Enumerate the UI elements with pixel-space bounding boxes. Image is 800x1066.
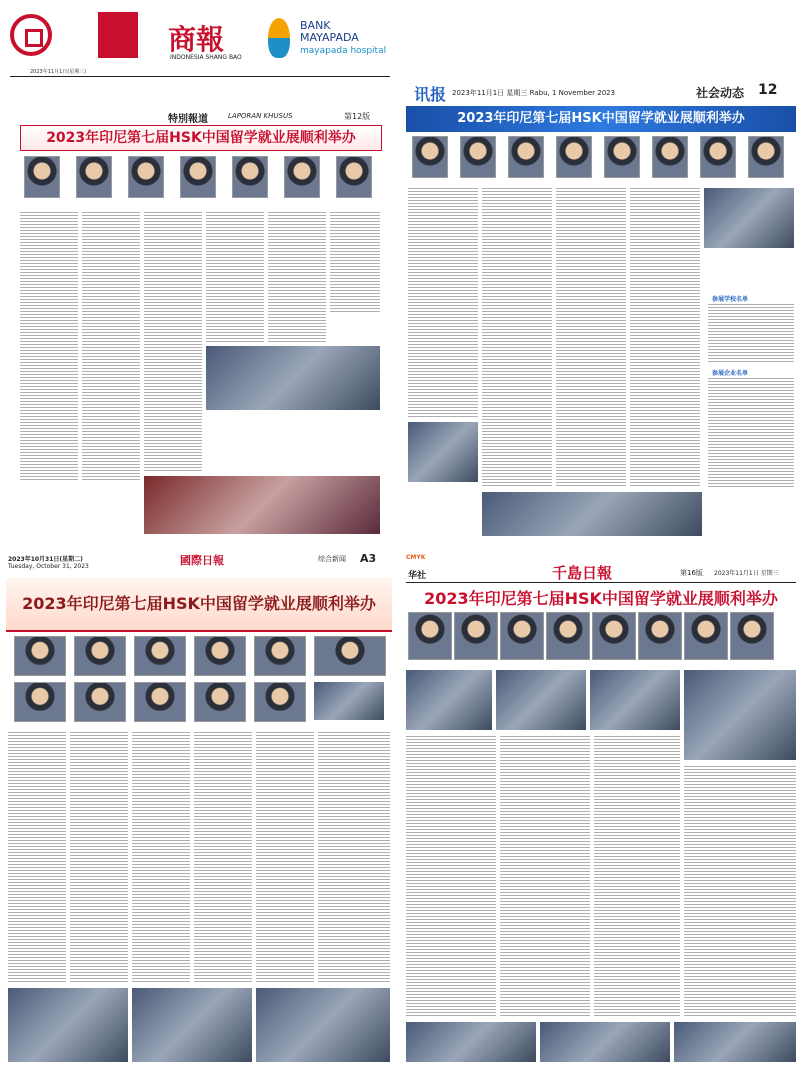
event-photo — [674, 1022, 796, 1062]
sidebar-list — [708, 378, 794, 488]
article-column — [556, 188, 626, 488]
masthead: 國際日報 — [180, 554, 224, 567]
portrait — [730, 612, 774, 660]
date-line-en: Tuesday, October 31, 2023 — [8, 563, 89, 570]
portrait — [314, 636, 386, 676]
article-column — [482, 188, 552, 488]
page-number: A3 — [360, 552, 377, 565]
portrait — [412, 136, 448, 178]
portrait — [232, 156, 268, 198]
portrait — [408, 612, 452, 660]
page-number: 12 — [758, 82, 778, 98]
sidebar-title-2: 参展企业名单 — [712, 370, 749, 377]
portrait — [194, 636, 246, 676]
page-number: 第12版 — [344, 112, 371, 121]
portrait — [652, 136, 688, 178]
article-column — [594, 736, 680, 1016]
article-column — [268, 212, 326, 342]
newspaper-page-xunbao — [402, 76, 800, 540]
event-photo — [496, 670, 586, 730]
event-photo — [540, 1022, 670, 1062]
portrait — [14, 636, 66, 676]
mayapada-logo-icon — [268, 18, 290, 58]
sidebar-title: 参展学校名单 — [712, 296, 749, 303]
portrait — [284, 156, 320, 198]
headline-banner — [6, 578, 392, 632]
portrait — [254, 682, 306, 722]
portrait-row — [406, 136, 796, 180]
article-column — [318, 732, 390, 982]
portrait — [194, 682, 246, 722]
portrait — [604, 136, 640, 178]
double-happiness-logo — [98, 12, 138, 58]
event-photo — [590, 670, 680, 730]
event-photo — [684, 670, 796, 760]
portrait — [546, 612, 590, 660]
xunbao-logo: 讯报 — [414, 85, 447, 104]
article-column — [206, 212, 264, 342]
headline: 2023年印尼第七届HSK中国留学就业展顺利举办 — [46, 130, 356, 146]
portrait — [638, 612, 682, 660]
masthead — [10, 8, 390, 68]
date-line: 2023年11月1日 星期三 Rabu, 1 November 2023 — [452, 89, 616, 97]
portrait — [14, 682, 66, 722]
portrait — [508, 136, 544, 178]
shangbao-logo-text: 商報 — [168, 23, 225, 56]
article-column — [630, 188, 700, 488]
article-column — [194, 732, 252, 982]
portrait — [134, 636, 186, 676]
portrait — [134, 682, 186, 722]
article-column — [406, 736, 496, 1016]
article-column — [82, 212, 140, 482]
bank-name: BANK MAYAPADA — [300, 19, 359, 44]
event-photo — [704, 188, 794, 248]
article-column — [408, 188, 478, 418]
event-photo — [206, 346, 380, 410]
headline-banner — [20, 125, 382, 151]
event-photo — [314, 682, 384, 720]
bank-of-china-logo — [10, 14, 52, 56]
page-number: 第16版 — [680, 569, 703, 577]
event-photo — [256, 988, 390, 1062]
event-photo — [406, 670, 492, 730]
event-photo — [408, 422, 478, 482]
cmyk-mark: CMYK — [406, 554, 426, 561]
category: 华社 — [408, 571, 427, 581]
portrait — [336, 156, 372, 198]
portrait — [24, 156, 60, 198]
headline: 2023年印尼第七届HSK中国留学就业展顺利举办 — [457, 111, 745, 126]
portrait — [76, 156, 112, 198]
date-line: 2023年10月31日(星期二) — [8, 556, 83, 563]
article-column — [256, 732, 314, 982]
date-line: 2023年11月1日 星期三 — [714, 570, 779, 577]
portrait-row — [20, 156, 380, 206]
hospital-name: mayapada hospital — [300, 46, 387, 56]
portrait — [74, 636, 126, 676]
headline: 2023年印尼第七届HSK中国留学就业展顺利举办 — [22, 594, 376, 613]
sidebar-list — [708, 304, 794, 364]
section-title: 特別報道 — [168, 114, 208, 125]
portrait — [684, 612, 728, 660]
portrait — [592, 612, 636, 660]
section-title: 社会动态 — [696, 86, 745, 100]
section-title: 综合新闻 — [318, 555, 346, 563]
article-column — [330, 212, 380, 312]
article-column — [70, 732, 128, 982]
portrait — [254, 636, 306, 676]
article-column — [132, 732, 190, 982]
portrait — [454, 612, 498, 660]
article-column — [500, 736, 590, 1016]
portrait — [700, 136, 736, 178]
masthead: 千島日報 — [552, 564, 613, 582]
group-photo — [482, 492, 702, 536]
newspaper-page-guojiribao — [0, 552, 398, 1066]
section-latin: LAPORAN KHUSUS — [228, 112, 293, 120]
article-column — [8, 732, 66, 982]
newspaper-page-qiandaoribao — [402, 552, 800, 1066]
date-line: 2023年11月1日(星期三) — [30, 69, 87, 75]
portrait — [748, 136, 784, 178]
portrait — [74, 682, 126, 722]
newspaper-page-shangbao — [0, 0, 398, 540]
headline: 2023年印尼第七届HSK中国留学就业展顺利举办 — [424, 589, 778, 608]
article-column — [20, 212, 78, 482]
event-photo — [132, 988, 252, 1062]
shangbao-logo-sub: INDONESIA SHANG BAO — [170, 54, 242, 61]
event-photo — [8, 988, 128, 1062]
portrait-row — [6, 636, 392, 726]
portrait — [500, 612, 544, 660]
portrait — [180, 156, 216, 198]
headline-banner — [406, 106, 796, 132]
article-column — [684, 766, 796, 1016]
portrait — [128, 156, 164, 198]
portrait-row — [406, 612, 796, 668]
article-column — [144, 212, 202, 472]
portrait — [556, 136, 592, 178]
event-photo-banner — [144, 476, 380, 534]
portrait — [460, 136, 496, 178]
event-photo — [406, 1022, 536, 1062]
